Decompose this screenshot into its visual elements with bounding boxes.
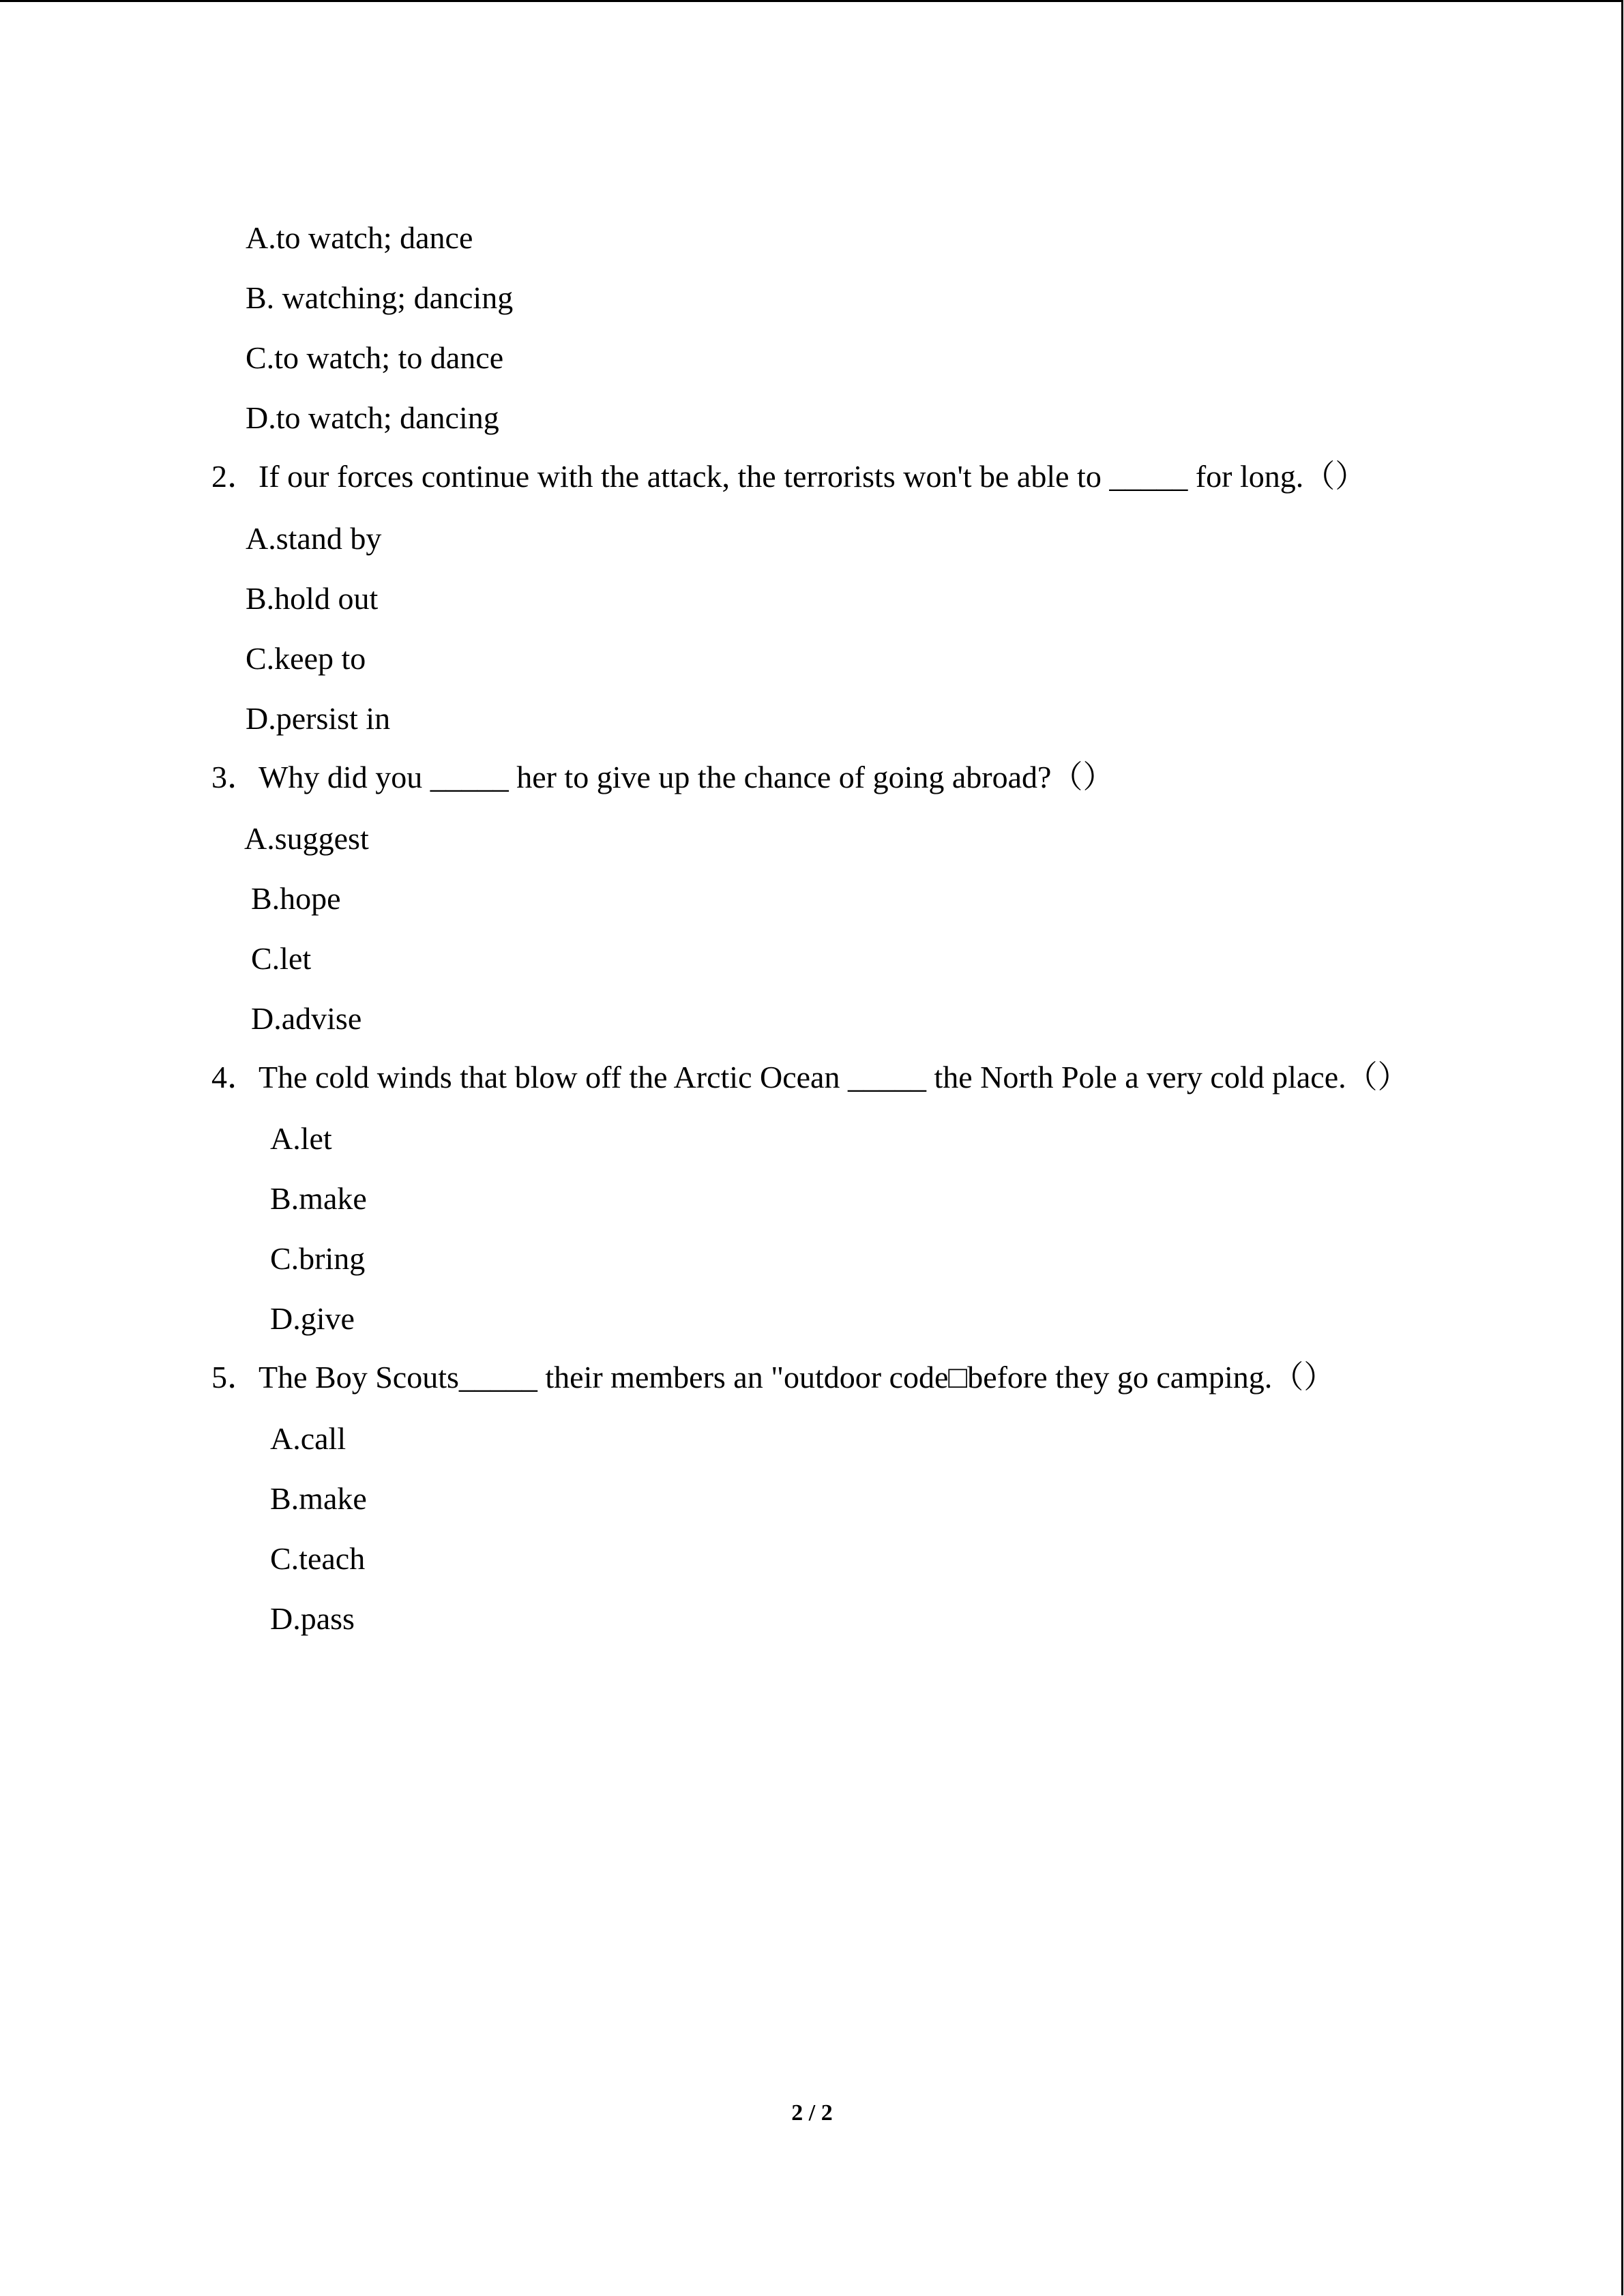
q2-option-c: C.keep to bbox=[246, 641, 366, 676]
q3-question-text: 3．Why did you _____ her to give up the chance of going abroad?（） bbox=[211, 760, 1114, 794]
q4-option-d: D.give bbox=[270, 1301, 355, 1336]
q5-question-text: 5．The Boy Scouts_____ their members an "outdoor code□before they go camping.（） bbox=[211, 1360, 1335, 1395]
q4-option-c: C.bring bbox=[270, 1241, 366, 1276]
q4-option-b: B.make bbox=[270, 1181, 367, 1216]
q1-option-c: C.to watch; to dance bbox=[246, 340, 504, 375]
q5-option-b: B.make bbox=[270, 1481, 367, 1516]
q2-option-b: B.hold out bbox=[246, 581, 379, 616]
page-number: 2 / 2 bbox=[791, 2100, 833, 2126]
q4-option-a: A.let bbox=[270, 1121, 332, 1156]
q5-option-c: C.teach bbox=[270, 1541, 366, 1576]
q3-option-c: C.let bbox=[251, 941, 312, 976]
q3-option-b: B.hope bbox=[251, 881, 341, 916]
q5-option-d: D.pass bbox=[270, 1601, 355, 1636]
q3-option-d: D.advise bbox=[251, 1001, 362, 1036]
q3-option-a: A.suggest bbox=[244, 821, 369, 856]
q2-option-d: D.persist in bbox=[246, 701, 391, 736]
q5-option-a: A.call bbox=[270, 1421, 346, 1456]
q4-question-text: 4．The cold winds that blow off the Arctic Ocean _____ the North Pole a very cold place.（） bbox=[211, 1060, 1409, 1094]
q2-question-text: 2．If our forces continue with the attack, the terrorists won't be able to _____ for long.（） bbox=[211, 459, 1367, 494]
q1-option-b: B. watching; dancing bbox=[246, 280, 514, 315]
q2-option-a: A.stand by bbox=[246, 521, 382, 556]
q1-option-a: A.to watch; dance bbox=[246, 220, 473, 255]
q1-option-d: D.to watch; dancing bbox=[246, 400, 499, 435]
